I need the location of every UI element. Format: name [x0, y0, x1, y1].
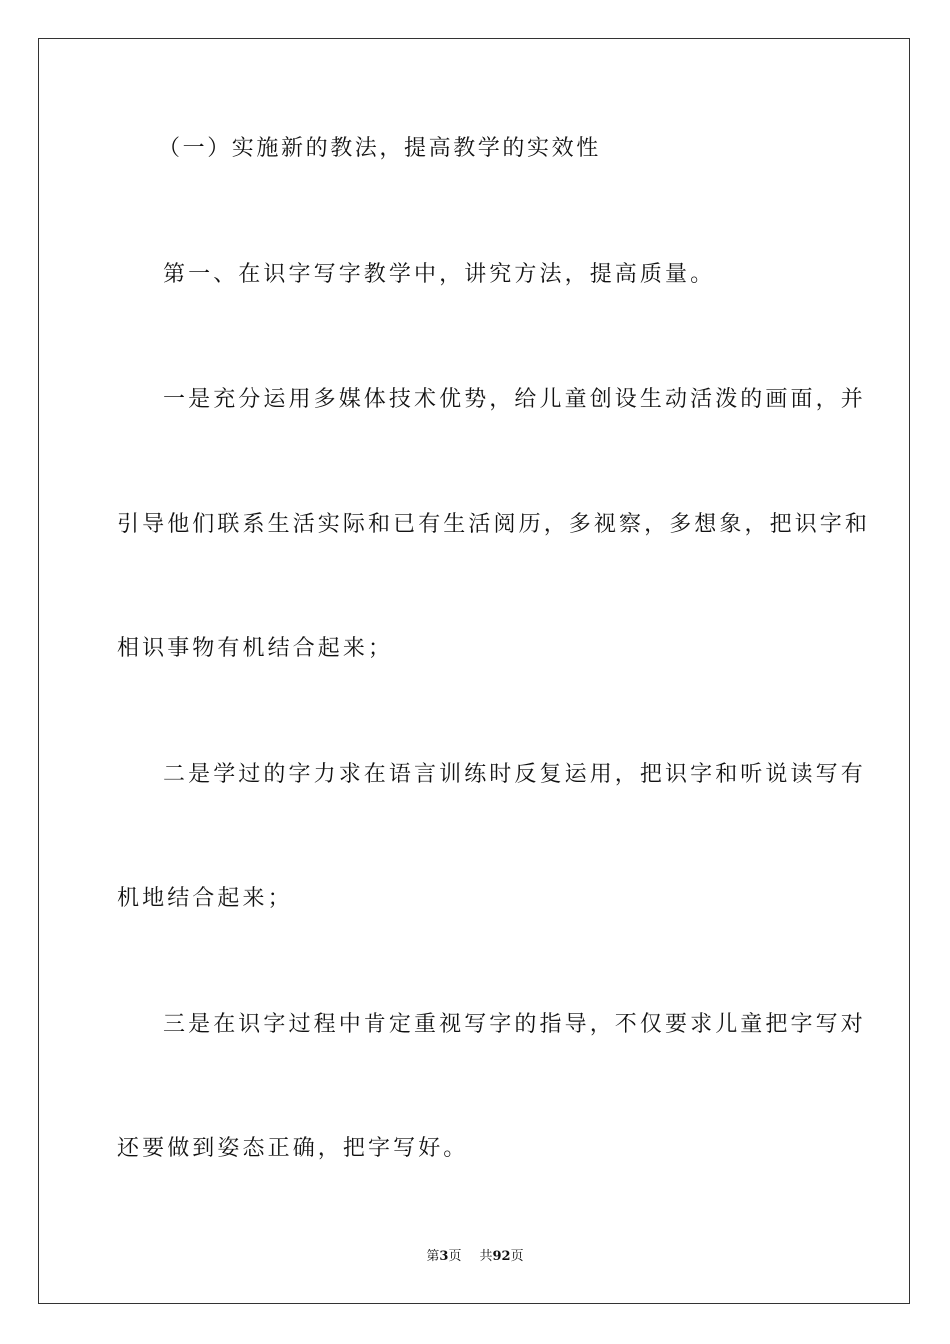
- total-label-suffix: 页: [510, 1249, 524, 1264]
- paragraph-line: 二是学过的字力求在语言训练时反复运用，把识字和听说读写有: [163, 762, 866, 787]
- page-footer: [0, 1248, 950, 1266]
- paragraph-line: 还要做到姿态正确，把字写好。: [117, 1136, 469, 1161]
- paragraph-line: 三是在识字过程中肯定重视写字的指导，不仅要求儿童把字写对: [163, 1012, 866, 1037]
- current-page-number: 3: [439, 1249, 449, 1264]
- page-label-prefix: 第: [426, 1249, 440, 1264]
- page-label-suffix: 页: [448, 1249, 462, 1264]
- page-border: [38, 38, 910, 1304]
- paragraph-line: 引导他们联系生活实际和已有生活阅历，多视察，多想象，把识字和: [117, 512, 871, 537]
- total-page-count: 92: [492, 1249, 511, 1264]
- total-label-prefix: 共: [479, 1249, 493, 1264]
- paragraph-line: 相识事物有机结合起来；: [117, 636, 394, 661]
- paragraph-line: 机地结合起来；: [117, 886, 293, 911]
- paragraph-line: 一是充分运用多媒体技术优势，给儿童创设生动活泼的画面，并: [163, 387, 866, 412]
- section-heading: （一）实施新的教法，提高教学的实效性: [158, 136, 601, 161]
- paragraph-line: 第一、在识字写字教学中，讲究方法，提高质量。: [163, 262, 716, 287]
